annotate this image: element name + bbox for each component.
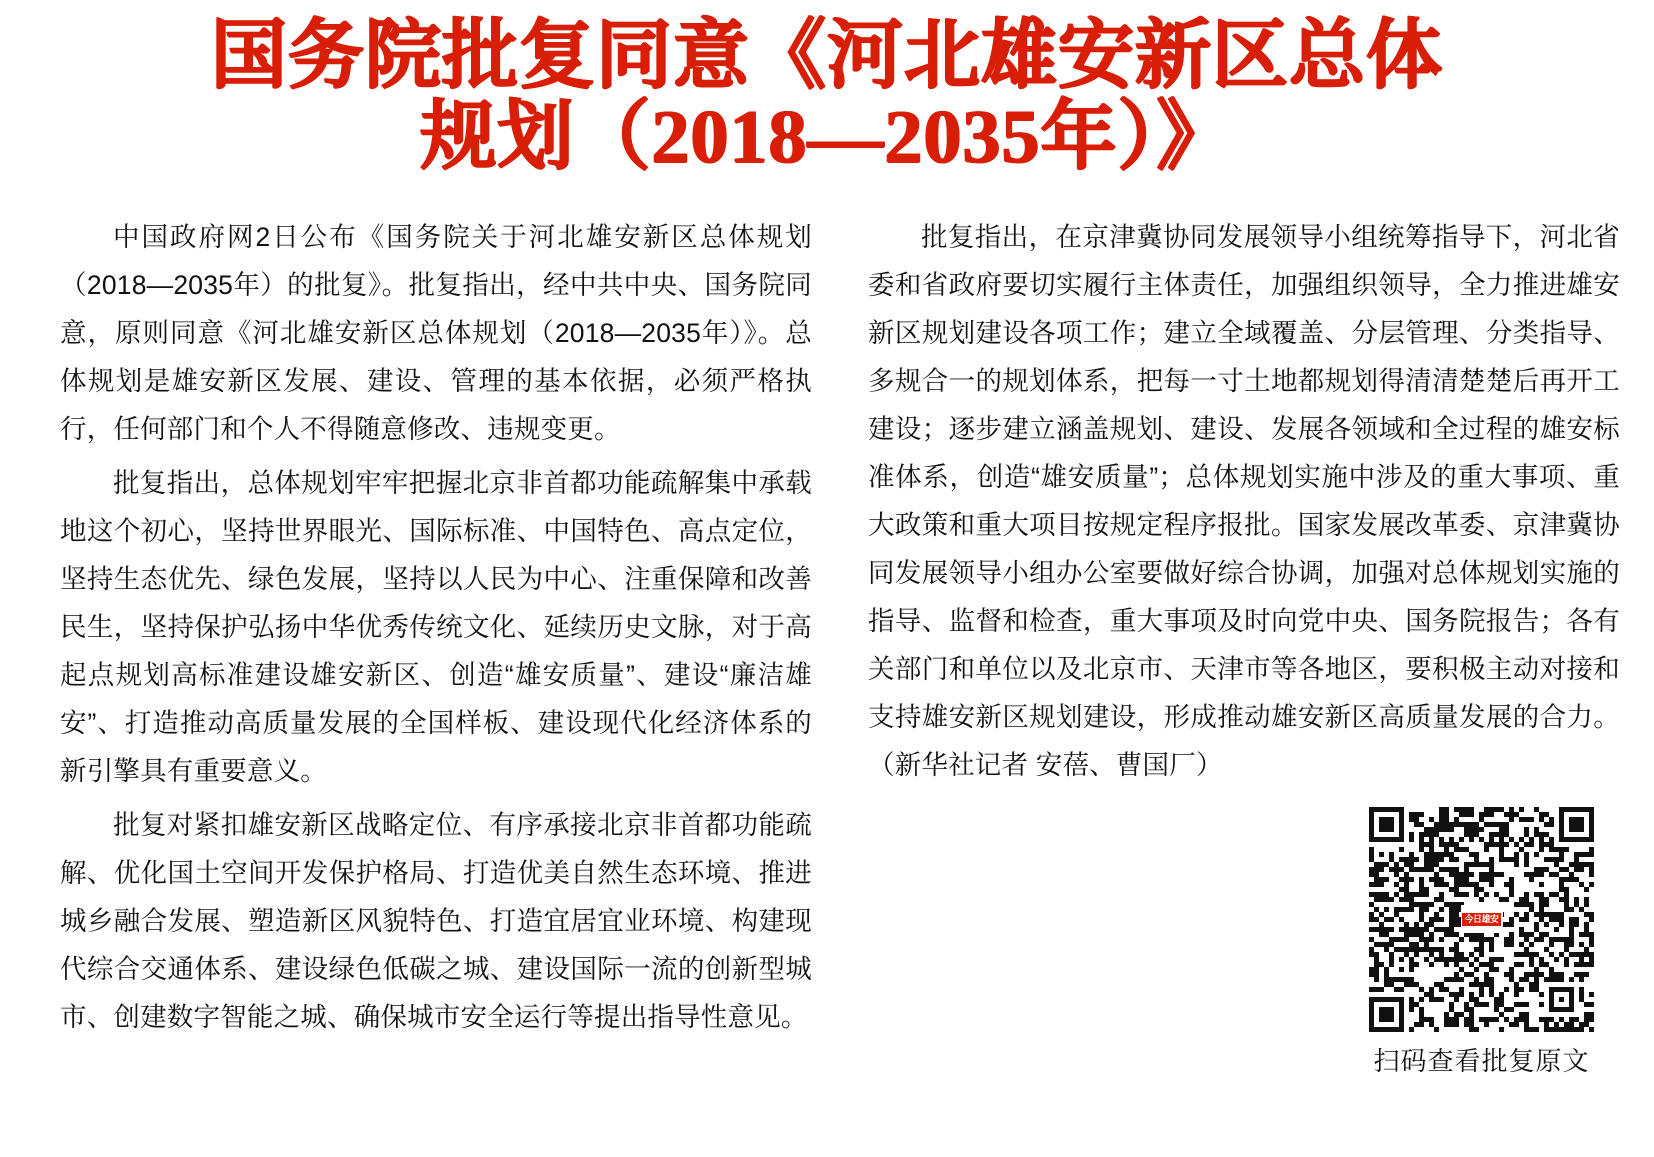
qr-caption: 扫码查看批复原文 <box>1373 1045 1590 1076</box>
paragraph: 批复指出，总体规划牢牢把握北京非首都功能疏解集中承载地这个初心，坚持世界眼光、国际标准、中国特色、高点定位，坚持生态优先、绿色发展，坚持以人民为中心、注重保障和改善民生，坚持保护弘扬中华优秀传统文化、延续历史文脉，对于高起点规划高标准建设雄安新区、创造“雄安质量”、建设“廉洁雄安”、打造推动高质量发展的全国样板、建设现代化经济体系的新引擎具有重要意义。 <box>60 467 812 786</box>
headline-line-1: 国务院批复同意《河北雄安新区总体 <box>211 14 1443 98</box>
page-title <box>60 16 1594 179</box>
left-column <box>60 213 812 1047</box>
article-columns <box>60 213 1620 1078</box>
paragraph: 批复指出，在京津冀协同发展领导小组统筹指导下，河北省委和省政府要切实履行主体责任，加强组织领导，全力推进雄安新区规划建设各项工作；建立全域覆盖、分层管理、分类指导、多规合一的规划体系，把每一寸土地都规划得清清楚楚后再开工建设；逐步建立涵盖规划、建设、发展各领域和全过程的雄安标准体系，创造“雄安质量”；总体规划实施中涉及的重大事项、重大政策和重大项目按规定程序报批。国家发展改革委、京津冀协同发展领导小组办公室要做好综合协调，加强对总体规划实施的指导、监督和检查，重大事项及时向党中央、国务院报告；各有关部门和单位以及北京市、天津市等各地区，要积极主动对接和支持雄安新区规划建设，形成推动雄安新区高质量发展的合力。（新华社记者 安蓓、曹国厂） <box>868 221 1620 780</box>
qr-logo-text: 今日雄安 <box>1464 913 1499 924</box>
paragraph: 批复对紧扣雄安新区战略定位、有序承接北京非首都功能疏解、优化国土空间开发保护格局、打造优美自然生态环境、推进城乡融合发展、塑造新区风貌特色、打造宜居宜业环境、构建现代综合交通体系、建设绿色低碳之城、建设国际一流的创新型城市、创建数字智能之城、确保城市安全运行等提出指导性意见。 <box>60 809 812 1032</box>
qr-section <box>868 807 1620 1078</box>
qr-center-logo <box>1461 905 1503 933</box>
paragraph: 中国政府网2日公布《国务院关于河北雄安新区总体规划（2018—2035年）的批复》。批复指出，经中共中央、国务院同意，原则同意《河北雄安新区总体规划（2018—2035年）》。总体规划是雄安新区发展、建设、管理的基本依据，必须严格执行，任何部门和个人不得随意修改、违规变更。 <box>60 221 812 444</box>
right-column <box>868 213 1620 1078</box>
qr-code-icon[interactable] <box>1369 807 1594 1032</box>
headline-line-2: 规划（2018—2035年）》 <box>420 95 1234 180</box>
